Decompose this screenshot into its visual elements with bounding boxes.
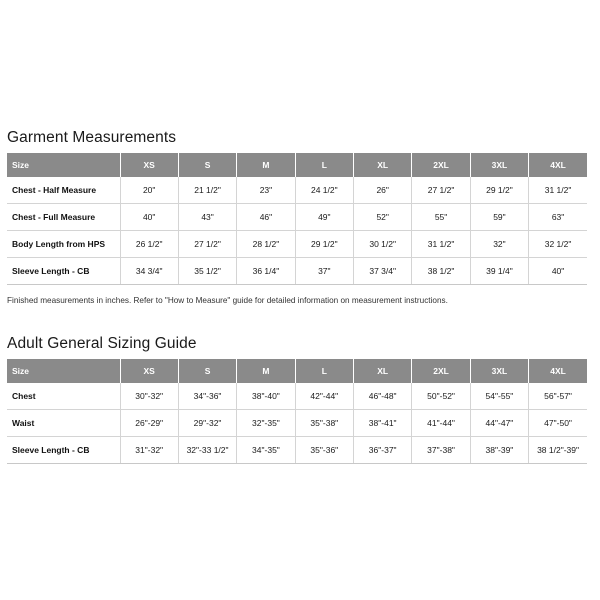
column-header: S bbox=[178, 359, 236, 383]
table-cell: 34 3/4" bbox=[120, 258, 178, 285]
table-cell: 43" bbox=[178, 204, 236, 231]
table-cell: 27 1/2" bbox=[178, 231, 236, 258]
table-row bbox=[7, 204, 587, 231]
table-cell: 29"-32" bbox=[178, 410, 236, 437]
table-cell: 29 1/2" bbox=[295, 231, 353, 258]
table-cell: 36 1/4" bbox=[237, 258, 295, 285]
table-cell: 21 1/2" bbox=[178, 177, 236, 204]
table-cell: 38"-40" bbox=[237, 383, 295, 410]
row-label: Chest - Full Measure bbox=[7, 204, 120, 231]
column-header: Size bbox=[7, 359, 120, 383]
table-row bbox=[7, 177, 587, 204]
table-cell: 49" bbox=[295, 204, 353, 231]
table-cell: 42"-44" bbox=[295, 383, 353, 410]
column-header: Size bbox=[7, 153, 120, 177]
table-cell: 23" bbox=[237, 177, 295, 204]
table-cell: 32"-35" bbox=[237, 410, 295, 437]
table-cell: 26"-29" bbox=[120, 410, 178, 437]
table-cell: 54"-55" bbox=[470, 383, 528, 410]
table-header-row bbox=[7, 359, 587, 383]
table-cell: 24 1/2" bbox=[295, 177, 353, 204]
row-label: Sleeve Length - CB bbox=[7, 437, 120, 464]
table-cell: 35"-38" bbox=[295, 410, 353, 437]
table-cell: 38 1/2"-39" bbox=[529, 437, 587, 464]
table-cell: 37 3/4" bbox=[354, 258, 412, 285]
column-header: XL bbox=[354, 359, 412, 383]
table-cell: 46" bbox=[237, 204, 295, 231]
table-cell: 34"-36" bbox=[178, 383, 236, 410]
table-cell: 59" bbox=[470, 204, 528, 231]
table-row bbox=[7, 383, 587, 410]
table-cell: 41"-44" bbox=[412, 410, 470, 437]
table-cell: 38 1/2" bbox=[412, 258, 470, 285]
table-cell: 55" bbox=[412, 204, 470, 231]
table-row bbox=[7, 410, 587, 437]
table-cell: 32 1/2" bbox=[529, 231, 587, 258]
table-header-row bbox=[7, 153, 587, 177]
garment-measurements-title: Garment Measurements bbox=[7, 129, 177, 146]
table-cell: 28 1/2" bbox=[237, 231, 295, 258]
table-cell: 63" bbox=[529, 204, 587, 231]
table-cell: 52" bbox=[354, 204, 412, 231]
table-row bbox=[7, 437, 587, 464]
column-header: 3XL bbox=[470, 153, 528, 177]
table-cell: 32" bbox=[470, 231, 528, 258]
row-label: Sleeve Length - CB bbox=[7, 258, 120, 285]
table-cell: 46"-48" bbox=[354, 383, 412, 410]
column-header: L bbox=[295, 359, 353, 383]
table-cell: 32"-33 1/2" bbox=[178, 437, 236, 464]
table-cell: 31 1/2" bbox=[529, 177, 587, 204]
table-cell: 37"-38" bbox=[412, 437, 470, 464]
table-cell: 30 1/2" bbox=[354, 231, 412, 258]
table-cell: 35"-36" bbox=[295, 437, 353, 464]
column-header: XL bbox=[354, 153, 412, 177]
table-cell: 26" bbox=[354, 177, 412, 204]
table-cell: 35 1/2" bbox=[178, 258, 236, 285]
table-cell: 27 1/2" bbox=[412, 177, 470, 204]
table-cell: 38"-39" bbox=[470, 437, 528, 464]
table-cell: 36"-37" bbox=[354, 437, 412, 464]
row-label: Chest - Half Measure bbox=[7, 177, 120, 204]
table-cell: 50"-52" bbox=[412, 383, 470, 410]
table-row bbox=[7, 258, 587, 285]
table-cell: 26 1/2" bbox=[120, 231, 178, 258]
sizing-guide-title: Adult General Sizing Guide bbox=[7, 335, 197, 352]
table-row bbox=[7, 231, 587, 258]
table-cell: 40" bbox=[120, 204, 178, 231]
column-header: 4XL bbox=[529, 153, 587, 177]
table-cell: 38"-41" bbox=[354, 410, 412, 437]
row-label: Waist bbox=[7, 410, 120, 437]
table-cell: 34"-35" bbox=[237, 437, 295, 464]
column-header: XS bbox=[120, 359, 178, 383]
garment-measurements-table bbox=[7, 153, 587, 285]
row-label: Chest bbox=[7, 383, 120, 410]
column-header: 2XL bbox=[412, 359, 470, 383]
column-header: XS bbox=[120, 153, 178, 177]
table-cell: 20" bbox=[120, 177, 178, 204]
column-header: 2XL bbox=[412, 153, 470, 177]
table-cell: 40" bbox=[529, 258, 587, 285]
table-cell: 31 1/2" bbox=[412, 231, 470, 258]
table-cell: 29 1/2" bbox=[470, 177, 528, 204]
column-header: M bbox=[237, 153, 295, 177]
column-header: L bbox=[295, 153, 353, 177]
row-label: Body Length from HPS bbox=[7, 231, 120, 258]
table-cell: 47"-50" bbox=[529, 410, 587, 437]
table-cell: 44"-47" bbox=[470, 410, 528, 437]
column-header: S bbox=[178, 153, 236, 177]
column-header: M bbox=[237, 359, 295, 383]
table-cell: 30"-32" bbox=[120, 383, 178, 410]
table-cell: 56"-57" bbox=[529, 383, 587, 410]
column-header: 4XL bbox=[529, 359, 587, 383]
table-cell: 37" bbox=[295, 258, 353, 285]
sizing-guide-table bbox=[7, 359, 587, 464]
measurement-note: Finished measurements in inches. Refer to "How to Measure" guide for detailed information on measurement instructions. bbox=[7, 296, 448, 305]
table-cell: 31"-32" bbox=[120, 437, 178, 464]
column-header: 3XL bbox=[470, 359, 528, 383]
table-cell: 39 1/4" bbox=[470, 258, 528, 285]
